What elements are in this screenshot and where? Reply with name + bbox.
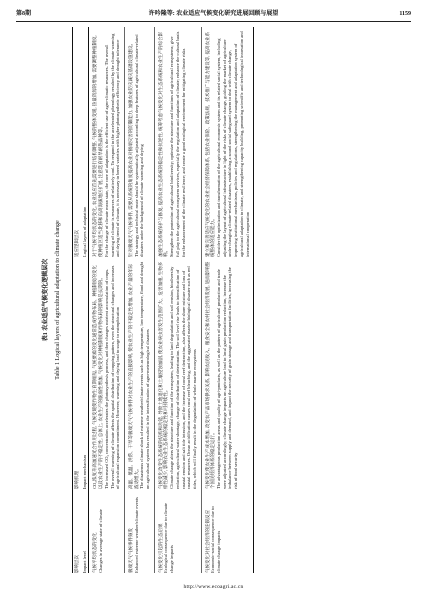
- issue-number: 第8期: [16, 11, 32, 17]
- table-row: [201, 27, 254, 573]
- table-header-row-en: [81, 27, 89, 573]
- adaptation-layer-cell: [154, 27, 201, 257]
- impact-mechanism-cell: [154, 257, 201, 489]
- header-rule: [16, 21, 411, 22]
- impact-mechanism-cn: 高温、低温、洪涝、干旱等极端天气气候事件对农业生产的直接影响, 使农业生产的不稳定性增加, 农业产量的年际波动增大。: [127, 264, 139, 489]
- impact-mechanism-en: The advantageous production areas and quality of agri-products, as well as the pattern of agricultural production and trade were adjusted accordingly; climate change impacts on agriculture lead to local grain production reduction, increase the imbalance between supply and demand, and impact the security of grain storage and transportation facilities, increasing the risk of food security: [216, 267, 239, 489]
- adaptation-layer-cn: 加强生态系统保护与修复, 提高农业生态系统的稳定性和抗逆性, 统筹考虑气候变化对生态系统和农业生产的综合影响。: [157, 32, 169, 257]
- impact-mechanism-en: Climate change alters the structure and function of the ecosystem, leading to land degradation and soil erosion, biodiversity reduction, agricultural water shortage, change of distribution of deterioration. The soil level rise leads to intensification of coastal erosion and salt tide intrusion, and the increase of coral reef destruction, also affects the shore mixture and loss of coastal resources. Ocean acidification causes coral reef bleaching, and the aggravated marine biological disaster such as red tides, which will finally result in the degradation of whole marine ecosystems: [169, 266, 197, 489]
- rotated-table-frame: [40, 27, 402, 573]
- table-row: [124, 27, 154, 573]
- adaptation-layer-cell: [124, 27, 154, 257]
- impact-level-en: Ecological consequence due to climate change impacts: [163, 503, 175, 573]
- header-impact-level-en: Impact level: [81, 489, 89, 573]
- adaptation-layer-cn: 针对极端天气气候事件, 需要从系统的角度提高农业对极端灾害的防御能力, 加强农业防灾减灾基础设施建设。: [127, 41, 133, 257]
- impact-level-cell: [154, 489, 201, 573]
- impact-mechanism-cell: [89, 257, 125, 489]
- adaptation-layer-cell: [201, 27, 254, 257]
- adaptation-layer-en: Consider the optimization and transformation of the agricultural economic system and its related social system, including adjusting the layout of agricultural infrastructure in light of the risks of climate change, guiding the market of agriculture under changing climate-related disasters, establishing a sound social safeguard system to deal with climate change, improving institutional mechanisms, policies and regulations, strengthening the management and adaptation system of agricultural adaptation to climate, and strengthening capacity building, promoting scientific and technological innovation and international cooperation: [216, 31, 250, 257]
- adaptation-layer-en: Strengthen the protection of agricultural biodiversity; optimize the structure and functions of agricultural ecosystems; give full play to the agricultural ecosystem services, especially the regulation and adaptation of climate; enhance the cultural basis for the enhancement of the climate resilience; and create a good ecological environment for mitigating climate risks: [169, 31, 186, 257]
- impact-level-en: Enhanced extreme weather/climate events: [133, 497, 139, 573]
- page-number: 1159: [399, 11, 411, 17]
- running-head: [16, 8, 411, 20]
- header-adaptation-layers-cn: 适应逻辑层次: [73, 27, 81, 257]
- header-adaptation-layers-en: Logical layers of adaptation: [81, 27, 89, 257]
- table-row: [89, 27, 125, 573]
- footer-url[interactable]: http://www.ecoagri.ac.cn: [183, 584, 244, 590]
- running-title: 许吟隆等: 农业适应气候变化研究进展回顾与展望: [148, 11, 279, 17]
- impact-level-cn: 气候变化对社会经济的连锁反应: [204, 510, 210, 573]
- adaptation-layer-en: For the change of climate mean state, the core of adaptation is the efficient use of agro-climatic resources. The overall warming of climate is resources of relatively cool. To respond to the accelerated phenology resulted by the climate warming and drying trend of climate, it is necessary to breed varieties with higher photosynthetic efficiency and drought tolerance: [103, 33, 121, 257]
- table-header-row-cn: [73, 27, 81, 573]
- impact-level-cell: [201, 489, 254, 573]
- impact-mechanism-cn: CO₂浓度升高加速光合作用过程, 气候变暖使作物生育期缩短, 气候要素的变化通常造成作物布局、种植制度的变化以及农业生产的不稳定性, 总体上, 农业生产的脆弱性增加, 气候变化对种植制度和作物布局的影响是长期的。: [92, 265, 104, 489]
- header-impact-mechanism-en: Impact mechanism: [81, 257, 89, 489]
- header-impact-mechanism-cn: 影响机理: [73, 257, 81, 489]
- impact-level-en: Changes in average state of climate: [98, 509, 104, 573]
- impact-mechanism-cell: [124, 257, 154, 489]
- impact-mechanism-cell: [201, 257, 254, 489]
- table-caption: [40, 27, 70, 573]
- impact-level-cell: [89, 489, 125, 573]
- adaptation-layer-en: The strategy and technical route should be systematically adjusted according to deep features of agricultural climate-related disasters under the background of climate warming and drying: [133, 34, 145, 257]
- adaptation-table: [72, 27, 254, 573]
- table-row: [154, 27, 201, 573]
- impact-mechanism-cn: 气候变化改变生态系统的结构和功能, 导致土地退化和土壤侵蚀加剧, 使农业病虫害发生范围扩大、危害加重, 生物多样性减少, 影响农业生态系统的稳定性和可持续性。: [157, 261, 169, 489]
- adaptation-layer-cn: 建立和完善适应气候变化的农业社会经济保障体系, 包括农业保险、政策法规、技术推广与能力建设等, 提高农业系统整体的适应能力。: [204, 32, 216, 257]
- impact-mechanism-cn: 气候变化使农业生产成本增加, 改变农产品市场供求关系, 影响农民收入、粮食安全和农村社会经济发展, 进而影响整个国民经济体系的稳定运行。: [204, 261, 216, 489]
- impact-level-cn: 极端天气气候事件频发: [127, 528, 133, 573]
- table-caption-chinese: 表1 农业适应气候变化逻辑层次: [43, 258, 49, 342]
- table-caption-english: Table 1 Logical layers of agricultural adaptation to climate change: [55, 220, 61, 380]
- impact-mechanism-en: The disastrous climate shock of extreme weather/climate events such as high temperature, low temperature, flood and drought on agricultural system has resulted in the intensification of agro-meteorological disasters: [139, 261, 151, 489]
- impact-mechanism-en: The increased CO₂ concentration accelerates the photosynthesis process, and then changes nutrient accumulation of crops. The overall warming of climate affects the spatial distribution of cropping pattern, even the structural changes and increases of agricultural expansion commitment. However, warming and drying lead to surge to eutrophication: [103, 265, 121, 489]
- adaptation-layer-cell: [89, 27, 125, 257]
- rotated-table-block: [40, 27, 402, 573]
- impact-level-en: Economic-social consequence due to climate change impacts: [210, 506, 222, 573]
- adaptation-layer-cn: 对于气候平均状态的变化, 农业适应首先需要进行结构调整, 气候的整体变暖, 热量资源的增加, 需要调整种植制度, 使种植区适当北移和向高海拔地区扩展, 注意选育耐旱耐热品种等。: [92, 35, 104, 257]
- header-impact-level-cn: 影响层次: [73, 489, 81, 573]
- impact-level-cell: [124, 489, 154, 573]
- impact-level-cn: 气候平均状态的变化: [92, 532, 98, 573]
- impact-level-cn: 气候变化引起的生态后果: [157, 523, 163, 573]
